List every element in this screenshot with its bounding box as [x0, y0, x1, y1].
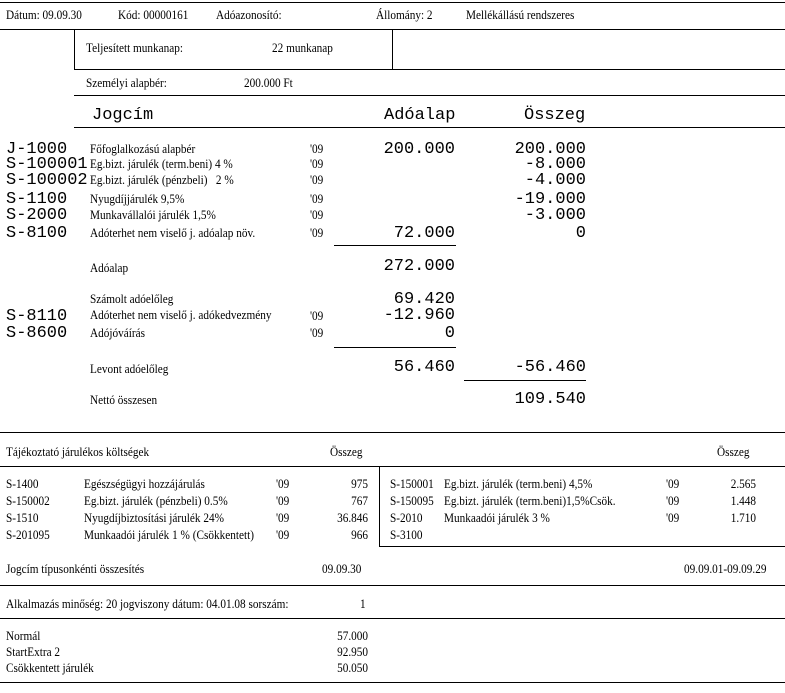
item-name: Munkaadói járulék 3 % [444, 511, 550, 525]
item-year: '09 [276, 477, 290, 491]
item-code: S-150002 [6, 494, 50, 508]
item-value: 966 [351, 528, 368, 542]
item-code: S-1400 [6, 477, 39, 491]
summary-label: Jogcím típusonkénti összesítés [6, 562, 145, 576]
code-label: Kód: 00000161 [118, 8, 189, 22]
item-value: 767 [351, 494, 368, 508]
row-osszeg: -3.000 [524, 206, 586, 225]
info-right-bottom-border [379, 546, 785, 547]
adoalap-total-value: 272.000 [383, 257, 455, 276]
item-value: 1.710 [730, 511, 756, 525]
row-year: '09 [310, 173, 324, 187]
item-name: Nyugdíjbiztosítási járulék 24% [84, 511, 224, 525]
row-year: '09 [310, 226, 324, 240]
adoalap-total-label: Adóalap [90, 261, 129, 275]
info-header-border [0, 466, 785, 467]
row-osszeg: -4.000 [524, 171, 586, 190]
row-year: '09 [310, 157, 324, 171]
row-adoalap: 200.000 [383, 140, 455, 159]
row-osszeg: -19.000 [514, 190, 586, 209]
row-name: Eg.bizt. járulék (term.beni) 4 % [90, 157, 233, 171]
item-value: 36.846 [337, 511, 368, 525]
item-name: Eg.bizt. járulék (pénzbeli) 0.5% [84, 494, 228, 508]
row-code: S-100001 [6, 155, 88, 174]
item-code: S-2010 [390, 511, 423, 525]
row-code: J-1000 [6, 140, 68, 159]
row-osszeg: -8.000 [524, 155, 586, 174]
row-name: Adóterhet nem viselő j. adókedvezmény [90, 308, 272, 322]
workdays-right-border [392, 29, 393, 69]
item-year: '09 [276, 494, 290, 508]
item-year: '09 [276, 511, 290, 525]
item-name: Egészségügyi hozzájárulás [84, 477, 205, 491]
item-code: S-1510 [6, 511, 39, 525]
item-name: Eg.bizt. járulék (term.beni)1,5%Csök. [444, 494, 616, 508]
base-salary-bottom-border [74, 95, 785, 96]
row-name: Számolt adóelőleg [90, 292, 174, 306]
row-name: Adójóváírás [90, 326, 145, 340]
info-top-border [0, 432, 785, 433]
info-divider [379, 466, 380, 546]
base-salary-label: Személyi alapbér: [86, 76, 167, 90]
row-year: '09 [310, 192, 324, 206]
levont-osszeg: -56.460 [514, 358, 586, 377]
row-code: S-100002 [6, 171, 88, 190]
app-quality-text: Alkalmazás minőség: 20 jogviszony dátum: 04.01.08 sorszám: [6, 597, 289, 611]
app-quality-num: 1 [360, 597, 366, 611]
row-value: 0 [444, 324, 455, 343]
row-code: S-8100 [6, 224, 68, 243]
info-title: Tájékoztató járulékos költségek [6, 445, 150, 459]
row-osszeg: 200.000 [514, 140, 586, 159]
total-value: 50.050 [337, 661, 368, 675]
item-value: 2.565 [730, 477, 756, 491]
row-name: Nyugdíjjárulék 9,5% [90, 192, 185, 206]
levont-label: Levont adóelőleg [90, 362, 169, 376]
header-jogcim: Jogcím [92, 106, 154, 125]
summary-date: 09.09.30 [322, 562, 362, 576]
workdays-left-border [74, 29, 75, 69]
row-name: Munkavállalói járulék 1,5% [90, 208, 216, 222]
netto-sum-line [464, 380, 586, 381]
item-code: S-150095 [390, 494, 434, 508]
netto-value: 109.540 [514, 390, 586, 409]
status-label: Állomány: 2 [376, 8, 433, 22]
netto-label: Nettó összesen [90, 393, 158, 407]
row-name: Főfoglalkozású alapbér [90, 142, 196, 156]
row-code: S-8600 [6, 324, 68, 343]
total-label: Normál [6, 629, 41, 643]
date-label: Dátum: 09.09.30 [6, 8, 82, 22]
row-value: -12.960 [383, 306, 455, 325]
header-bottom-border [74, 127, 785, 128]
row-name: Adóterhet nem viselő j. adóalap növ. [90, 226, 256, 240]
base-salary-value: 200.000 Ft [244, 76, 293, 90]
row-osszeg: 0 [575, 224, 586, 243]
header-adoalap: Adóalap [384, 106, 456, 125]
total-label: Csökkentett járulék [6, 661, 94, 675]
summary-bottom-border [0, 585, 785, 586]
row-code: S-2000 [6, 206, 68, 225]
tax-id-label: Adóazonosító: [216, 8, 282, 22]
row-year: '09 [310, 142, 324, 156]
row-year: '09 [310, 326, 324, 340]
total-label: StartExtra 2 [6, 645, 61, 659]
workdays-value: 22 munkanap [272, 41, 333, 55]
item-code: S-150001 [390, 477, 434, 491]
row-code: S-1100 [6, 190, 68, 209]
item-year: '09 [276, 528, 290, 542]
item-value: 1.448 [730, 494, 756, 508]
row-code: S-8110 [6, 307, 68, 326]
item-year: '09 [666, 494, 680, 508]
item-year: '09 [666, 511, 680, 525]
row-adoalap: 72.000 [393, 224, 455, 243]
item-year: '09 [666, 477, 680, 491]
total-value: 92.950 [337, 645, 368, 659]
adoalap-sum-line [334, 245, 456, 246]
item-name: Munkaadói járulék 1 % (Csökkentett) [84, 528, 254, 542]
summary-period: 09.09.01-09.09.29 [684, 562, 767, 576]
item-name: Eg.bizt. járulék (term.beni) 4,5% [444, 477, 593, 491]
top-border [0, 2, 785, 3]
item-code: S-201095 [6, 528, 50, 542]
info-osszeg-left: Összeg [330, 445, 363, 459]
app-quality-bottom-border [0, 618, 785, 619]
total-value: 57.000 [337, 629, 368, 643]
row-name: Eg.bizt. járulék (pénzbeli) 2 % [90, 173, 234, 187]
employment-label: Mellékállású rendszeres [466, 8, 575, 22]
row-year: '09 [310, 309, 324, 323]
row-year: '09 [310, 208, 324, 222]
workdays-bottom-border [74, 69, 785, 70]
item-value: 975 [351, 477, 368, 491]
row-value: 69.420 [393, 290, 455, 309]
levont-adoalap: 56.460 [393, 358, 455, 377]
workdays-label: Teljesített munkanap: [86, 41, 184, 55]
item-code: S-3100 [390, 528, 423, 542]
bottom-border [0, 682, 785, 683]
info-osszeg-right: Összeg [717, 445, 750, 459]
tax-sum-line [334, 347, 456, 348]
header-osszeg: Összeg [524, 106, 586, 125]
